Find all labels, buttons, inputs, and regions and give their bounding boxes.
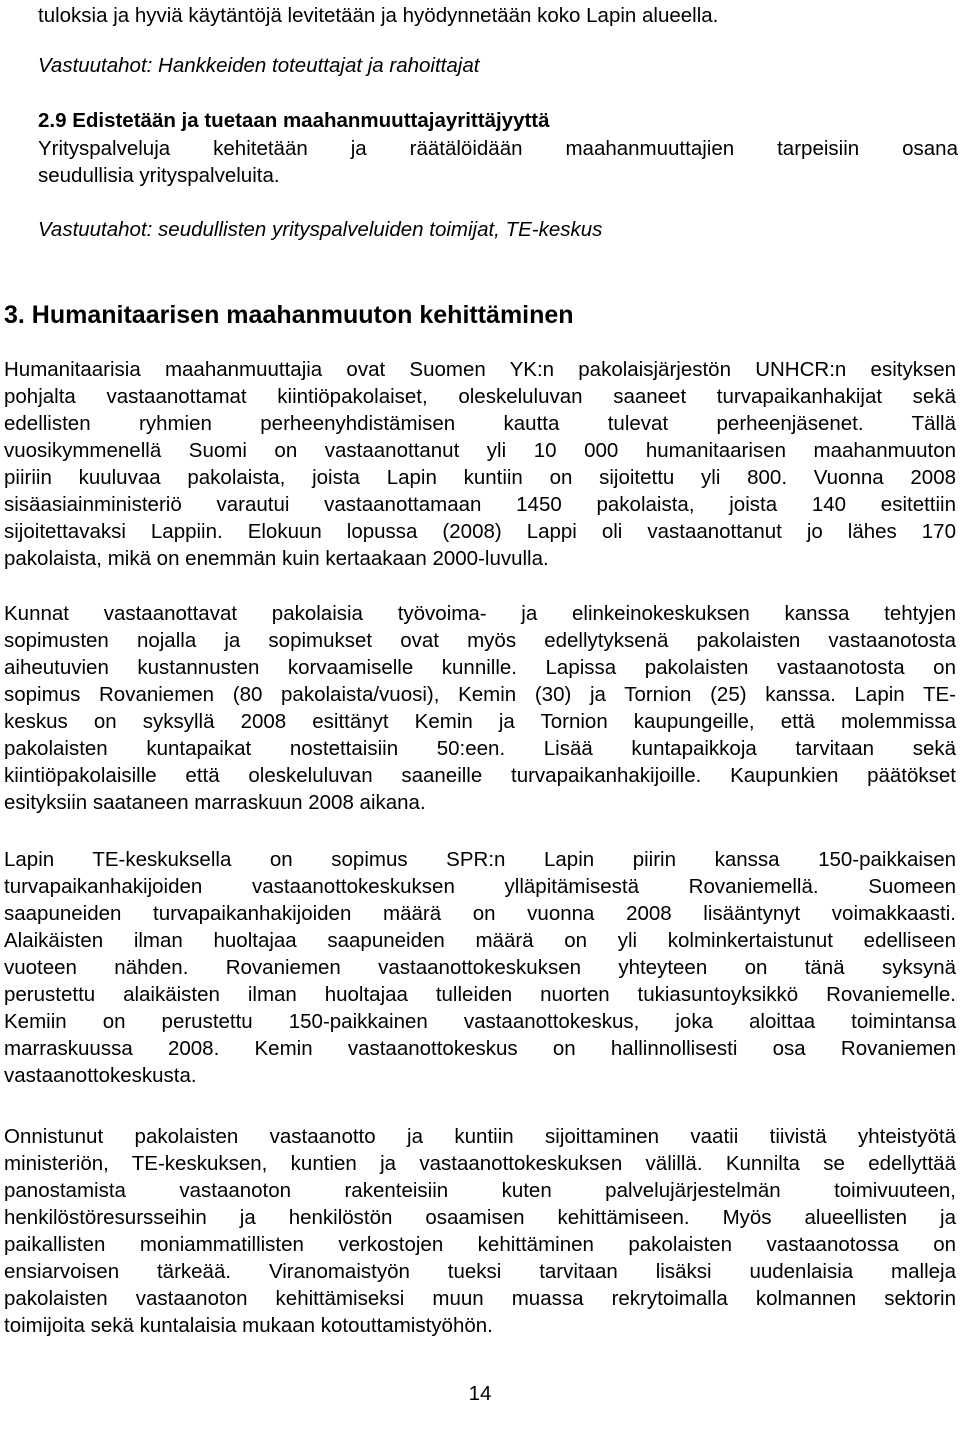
- page-number: 14: [468, 1382, 492, 1405]
- text-line: Kunnat vastaanottavat pakolaisia työvoima- ja elinkeinokeskuksen kanssa tehtyjen: [4, 602, 956, 625]
- text-line: Humanitaarisia maahanmuuttajia ovat Suomen YK:n pakolaisjärjestön UNHCR:n esityksen: [4, 358, 956, 381]
- text-line: sisäasiainministeriö varautui vastaanottamaan 1450 pakolaista, joista 140 esitettiin: [4, 493, 956, 516]
- text-line: esityksiin saataneen marraskuun 2008 aikana.: [4, 791, 426, 814]
- text-line: seudullisia yrityspalveluita.: [38, 164, 280, 187]
- text-line: paikallisten moniammatillisten verkostojen kehittäminen pakolaisten vastaanotossa on: [4, 1233, 956, 1256]
- text-line: edellisten ryhmien perheenyhdistämisen kautta tulevat perheenjäsenet. Tällä: [4, 412, 956, 435]
- text-line: panostamista vastaanoton rakenteisiin kuten palvelujärjestelmän toimivuuteen,: [4, 1179, 956, 1202]
- text-line: tuloksia ja hyviä käytäntöjä levitetään ja hyödynnetään koko Lapin alueella.: [38, 4, 719, 27]
- text-line: vuoteen nähden. Rovaniemen vastaanottokeskuksen yhteyteen on tänä syksynä: [4, 956, 956, 979]
- text-line: piiriin kuuluvaa pakolaista, joista Lapin kuntiin on sijoitettu yli 800. Vuonna 2008: [4, 466, 956, 489]
- text-line: sopimus Rovaniemen (80 pakolaista/vuosi), Kemin (30) ja Tornion (25) kanssa. Lapin TE-: [4, 683, 956, 706]
- text-line: vastaanottokeskusta.: [4, 1064, 197, 1087]
- text-line: sopimusten nojalla ja sopimukset ovat myös edellytyksenä pakolaisten vastaanotosta: [4, 629, 956, 652]
- text-line: ensiarvoisen tärkeää. Viranomaistyön tueksi tarvitaan lisäksi uudenlaisia malleja: [4, 1260, 956, 1283]
- text-line: Yrityspalveluja kehitetään ja räätälöidään maahanmuuttajien tarpeisiin osana: [38, 137, 958, 160]
- text-line: kiintiöpakolaisille että oleskeluluvan saaneille turvapaikanhakijoille. Kaupunkien päätökset: [4, 764, 956, 787]
- text-line: Alaikäisten ilman huoltajaa saapuneiden määrä on yli kolminkertaistunut edelliseen: [4, 929, 956, 952]
- text-line: pakolaista, mikä on enemmän kuin kertaakaan 2000-luvulla.: [4, 547, 549, 570]
- text-line: keskus on syksyllä 2008 esittänyt Kemin ja Tornion kaupungeille, että molemmissa: [4, 710, 956, 733]
- text-line: pohjalta vastaanottamat kiintiöpakolaiset, oleskeluluvan saaneet turvapaikanhakijat sekä: [4, 385, 956, 408]
- text-line: ministeriön, TE-keskuksen, kuntien ja vastaanottokeskuksen välillä. Kunnilta se edellyttää: [4, 1152, 956, 1175]
- text-line: turvapaikanhakijoiden vastaanottokeskuksen ylläpitämisestä Rovaniemellä. Suomeen: [4, 875, 956, 898]
- section-heading: 2.9 Edistetään ja tuetaan maahanmuuttajayrittäjyyttä: [38, 109, 550, 132]
- text-line: saapuneiden turvapaikanhakijoiden määrä on vuonna 2008 lisääntynyt voimakkaasti.: [4, 902, 956, 925]
- text-line: Lapin TE-keskuksella on sopimus SPR:n Lapin piirin kanssa 150-paikkaisen: [4, 848, 956, 871]
- text-line: pakolaisten kuntapaikat nostettaisiin 50:een. Lisää kuntapaikkoja tarvitaan sekä: [4, 737, 956, 760]
- responsible-parties: Vastuutahot: Hankkeiden toteuttajat ja rahoittajat: [38, 54, 480, 77]
- text-line: pakolaisten vastaanoton kehittämiseksi muun muassa rekrytoimalla kolmannen sektorin: [4, 1287, 956, 1310]
- text-line: henkilöstöresursseihin ja henkilöstön osaamisen kehittämiseen. Myös alueellisten ja: [4, 1206, 956, 1229]
- text-line: vuosikymmenellä Suomi on vastaanottanut yli 10 000 humanitaarisen maahanmuuton: [4, 439, 956, 462]
- text-line: aiheutuvien kustannusten korvaamiselle kunnille. Lapissa pakolaisten vastaanotosta on: [4, 656, 956, 679]
- text-line: perustettu alaikäisten ilman huoltajaa tulleiden nuorten tukiasuntoyksikkö Rovaniemelle.: [4, 983, 956, 1006]
- text-line: toimijoita sekä kuntalaisia mukaan kotouttamistyöhön.: [4, 1314, 493, 1337]
- text-line: sijoitettavaksi Lappiin. Elokuun lopussa (2008) Lappi oli vastaanottanut jo lähes 170: [4, 520, 956, 543]
- main-heading: 3. Humanitaarisen maahanmuuton kehittäminen: [4, 301, 574, 329]
- text-line: Onnistunut pakolaisten vastaanotto ja kuntiin sijoittaminen vaatii tiivistä yhteistyötä: [4, 1125, 956, 1148]
- responsible-parties: Vastuutahot: seudullisten yrityspalveluiden toimijat, TE-keskus: [38, 218, 603, 241]
- text-line: Kemiin on perustettu 150-paikkainen vastaanottokeskus, joka aloittaa toimintansa: [4, 1010, 956, 1033]
- text-line: marraskuussa 2008. Kemin vastaanottokeskus on hallinnollisesti osa Rovaniemen: [4, 1037, 956, 1060]
